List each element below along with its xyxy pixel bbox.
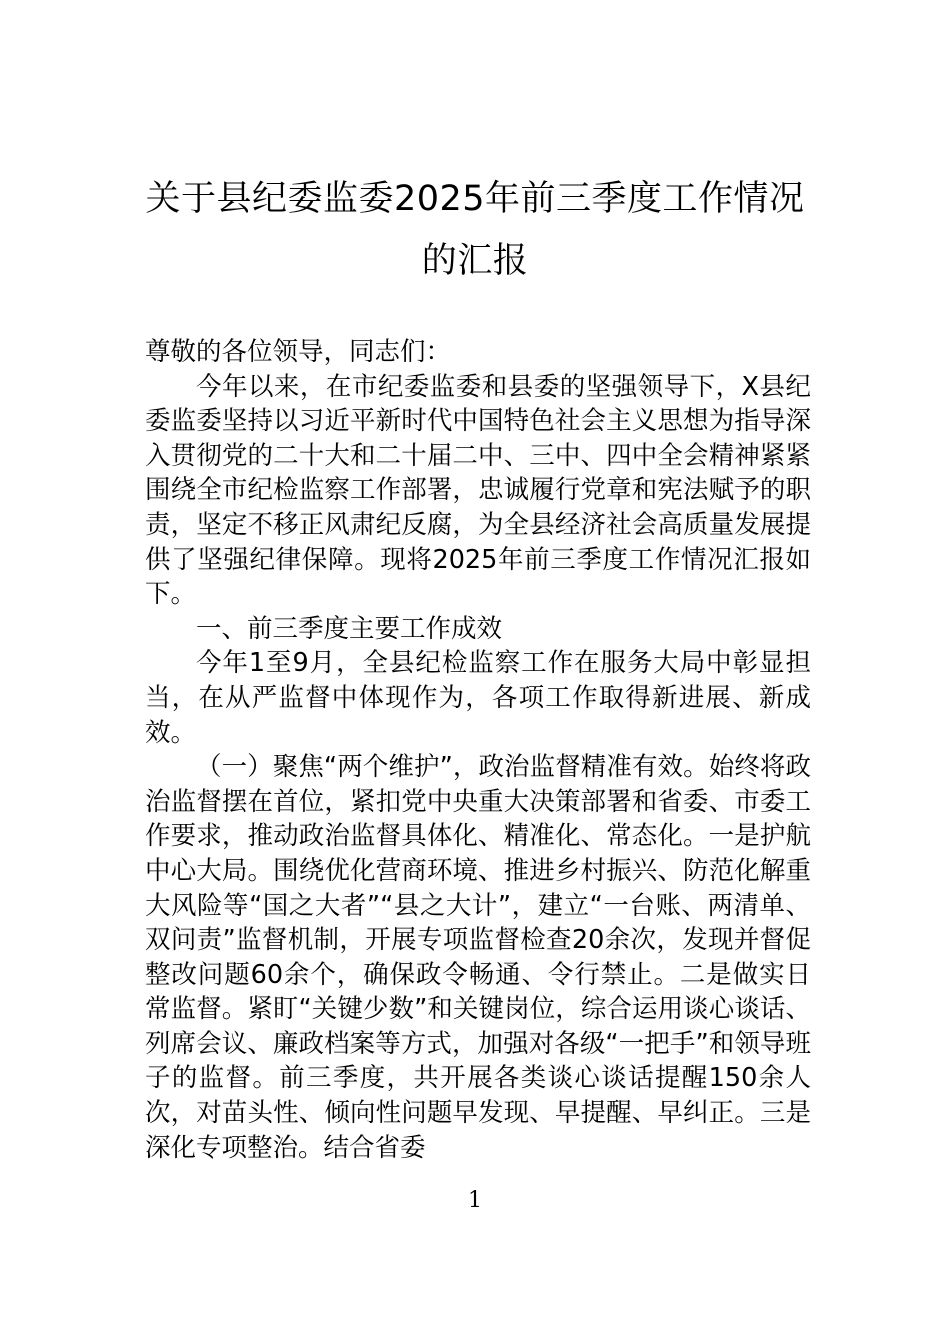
- summary-paragraph: 今年1至9月，全县纪检监察工作在服务大局中彰显担当，在从严监督中体现作为，各项工作取得新进展、新成效。: [145, 648, 811, 748]
- section-heading: 一、前三季度主要工作成效: [196, 613, 503, 644]
- intro-paragraph: 今年以来，在市纪委监委和县委的坚强领导下，X县纪委监委坚持以习近平新时代中国特色社会主义思想为指导深入贯彻党的二十大和二十届二中、三中、四中全会精神紧紧围绕全市纪检监察工作部署，忠诚履行党章和宪法赋予的职责，坚定不移正风肃纪反腐，为全县经济社会高质量发展提供了坚强纪律保障。现将2025年前三季度工作情况汇报如下。: [145, 371, 811, 610]
- title-line-2: 的汇报: [421, 241, 529, 281]
- title-line-1: 关于县纪委监委2025年前三季度工作情况: [145, 179, 805, 219]
- political-supervision-paragraph: （一）聚焦“两个维护”，政治监督精准有效。始终将政治监督摆在首位，紧扣党中央重大决策部署和省委、市委工作要求，推动政治监督具体化、精准化、常态化。一是护航中心大局。围绕优化营商环境、推进乡村振兴、防范化解重大风险等“国之大者”“县之大计”，建立“一台账、两清单、双问责”监督机制，开展专项监督检查20余次，发现并督促整改问题60余个，确保政令畅通、令行禁止。二是做实日常监督。紧盯“关键少数”和关键岗位，综合运用谈心谈话、列席会议、廉政档案等方式，加强对各级“一把手”和领导班子的监督。前三季度，共开展各类谈心谈话提醒150余人次，对苗头性、倾向性问题早发现、早提醒、早纠正。三是深化专项整治。结合省委: [145, 752, 811, 1163]
- page-number: 1: [468, 1188, 482, 1213]
- document-title: [130, 168, 820, 292]
- document-body: [145, 335, 811, 1165]
- salutation: 尊敬的各位领导，同志们：: [145, 337, 452, 367]
